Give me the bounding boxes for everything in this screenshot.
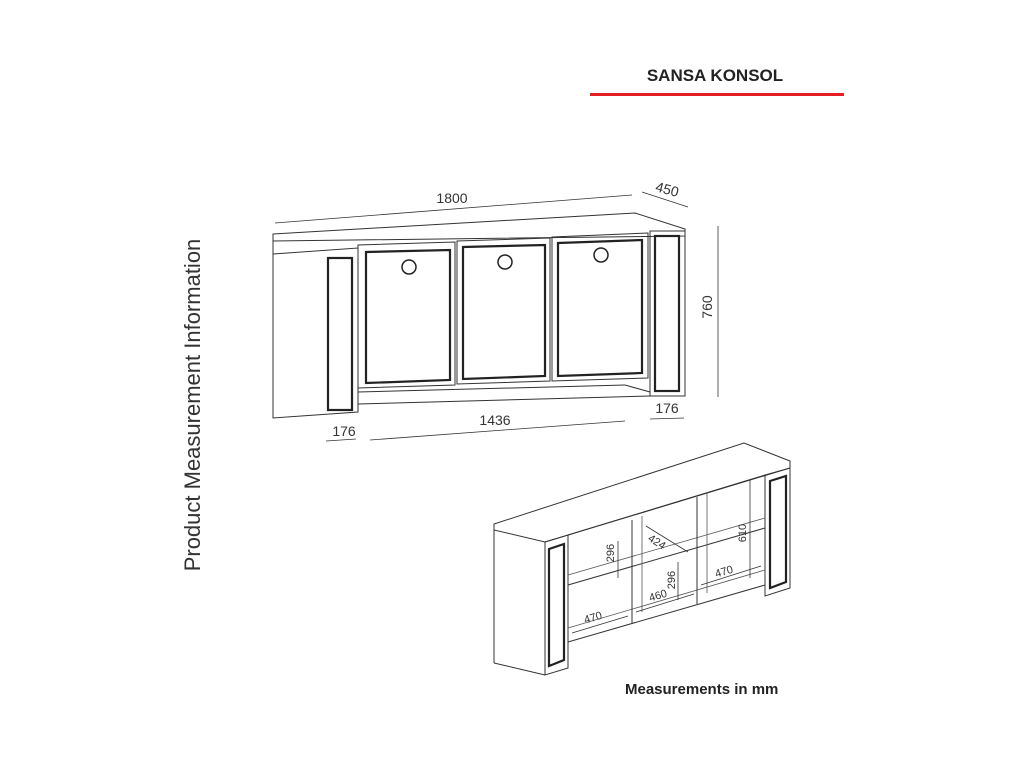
product-title: SANSA KONSOL	[646, 66, 784, 85]
interior-view-drawing	[494, 443, 790, 675]
units-note: Measurements in mm	[625, 681, 779, 698]
front-door-middle	[457, 238, 550, 384]
dim-right-leg-line	[650, 418, 684, 419]
front-left-leg-molding	[328, 258, 352, 410]
dim-height-label: 760	[699, 295, 715, 319]
dim-left-bottom-label: 470	[582, 609, 604, 627]
dim-right-width-label: 470	[713, 563, 735, 581]
dim-middle-bottom-label: 460	[647, 587, 669, 605]
front-plinth-step	[625, 385, 650, 392]
dim-width-label: 1800	[436, 190, 468, 206]
front-door-left-molding	[366, 250, 450, 383]
dim-inner-width-label: 1436	[479, 412, 511, 428]
interior-back-top	[568, 475, 765, 535]
dim-left-leg-line	[326, 439, 356, 441]
dim-depth-label: 450	[653, 178, 681, 200]
front-plinth-line	[358, 385, 625, 392]
front-left-leg	[273, 248, 358, 418]
dim-middle-depth-label: 424	[645, 532, 668, 553]
front-handle-right	[594, 248, 608, 262]
front-base-line	[358, 396, 650, 404]
front-door-right-molding	[558, 240, 642, 376]
front-view-drawing	[273, 178, 718, 441]
dim-left-leg-label: 176	[332, 423, 356, 439]
measurement-info-label: Product Measurement Information	[180, 238, 205, 572]
front-handle-left	[402, 260, 416, 274]
interior-left-leg-molding	[549, 544, 564, 666]
interior-bottom-edge	[494, 663, 545, 675]
front-door-middle-molding	[463, 245, 545, 379]
front-top-slab	[273, 213, 685, 241]
dim-right-leg-label: 176	[655, 400, 679, 416]
interior-right-leg-molding	[770, 476, 786, 588]
front-handle-middle	[498, 255, 512, 269]
dim-left-shelf-label: 296	[605, 543, 617, 563]
front-door-left	[358, 242, 455, 388]
dim-right-height-label: 610	[737, 523, 749, 543]
front-right-leg-molding	[655, 236, 679, 391]
dim-middle-shelf-label: 296	[666, 570, 678, 590]
front-door-right	[552, 233, 648, 381]
